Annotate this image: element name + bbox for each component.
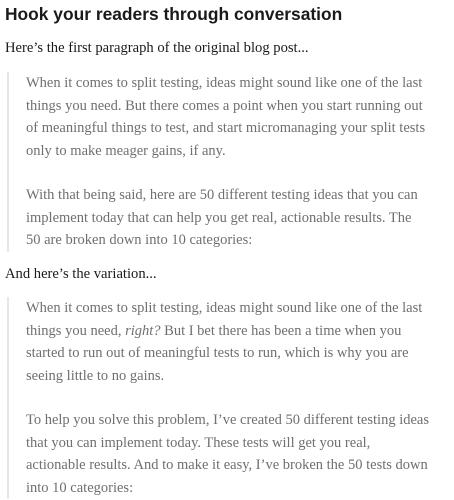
quote-line-end: But I bet there has been a time when you <box>160 322 402 339</box>
quote-line: When it comes to split testing, ideas might sound like one of the last <box>26 75 423 91</box>
quote-line: that you can implement today. These tests will get you real, <box>26 434 371 451</box>
quote-line: implement today that can help you get real, actionable results. The <box>26 209 412 226</box>
emphasis-text: right? <box>125 322 161 339</box>
quote-line: 50 are broken down into 10 categories: <box>26 232 253 248</box>
quote-line: To help you solve this problem, I’ve created 50 different testing ideas <box>26 412 429 428</box>
variation-intro-text: And here’s the variation... <box>5 266 157 282</box>
quote-line: With that being said, here are 50 different testing ideas that you can <box>26 187 418 203</box>
variation-quote-paragraph-2 <box>26 409 447 499</box>
original-quote-paragraph-1 <box>26 72 447 162</box>
quote-line: of meaningful things to test, and start micromanaging your split tests <box>26 120 426 136</box>
quote-line: seeing little to no gains. <box>26 367 165 384</box>
quote-line: actionable results. And to make it easy, I’ve broken the 50 tests down <box>26 457 428 473</box>
quote-line-start: things you need, <box>26 322 126 339</box>
variation-quote-paragraph-1 <box>26 297 447 387</box>
original-blockquote <box>7 72 447 252</box>
original-intro-text: Here’s the first paragraph of the original blog post... <box>5 40 309 56</box>
original-quote-paragraph-2 <box>26 184 447 252</box>
section-heading: Hook your readers through conversation <box>5 4 343 24</box>
quote-line: into 10 categories: <box>26 479 134 496</box>
quote-line: things you need. But there comes a point when you start running out <box>26 97 423 114</box>
quote-line: only to make meager gains, if any. <box>26 142 226 159</box>
quote-line: started to run out of meaningful tests to run, which is why you are <box>26 345 409 361</box>
variation-blockquote <box>7 297 447 499</box>
quote-line: When it comes to split testing, ideas might sound like one of the last <box>26 300 423 316</box>
